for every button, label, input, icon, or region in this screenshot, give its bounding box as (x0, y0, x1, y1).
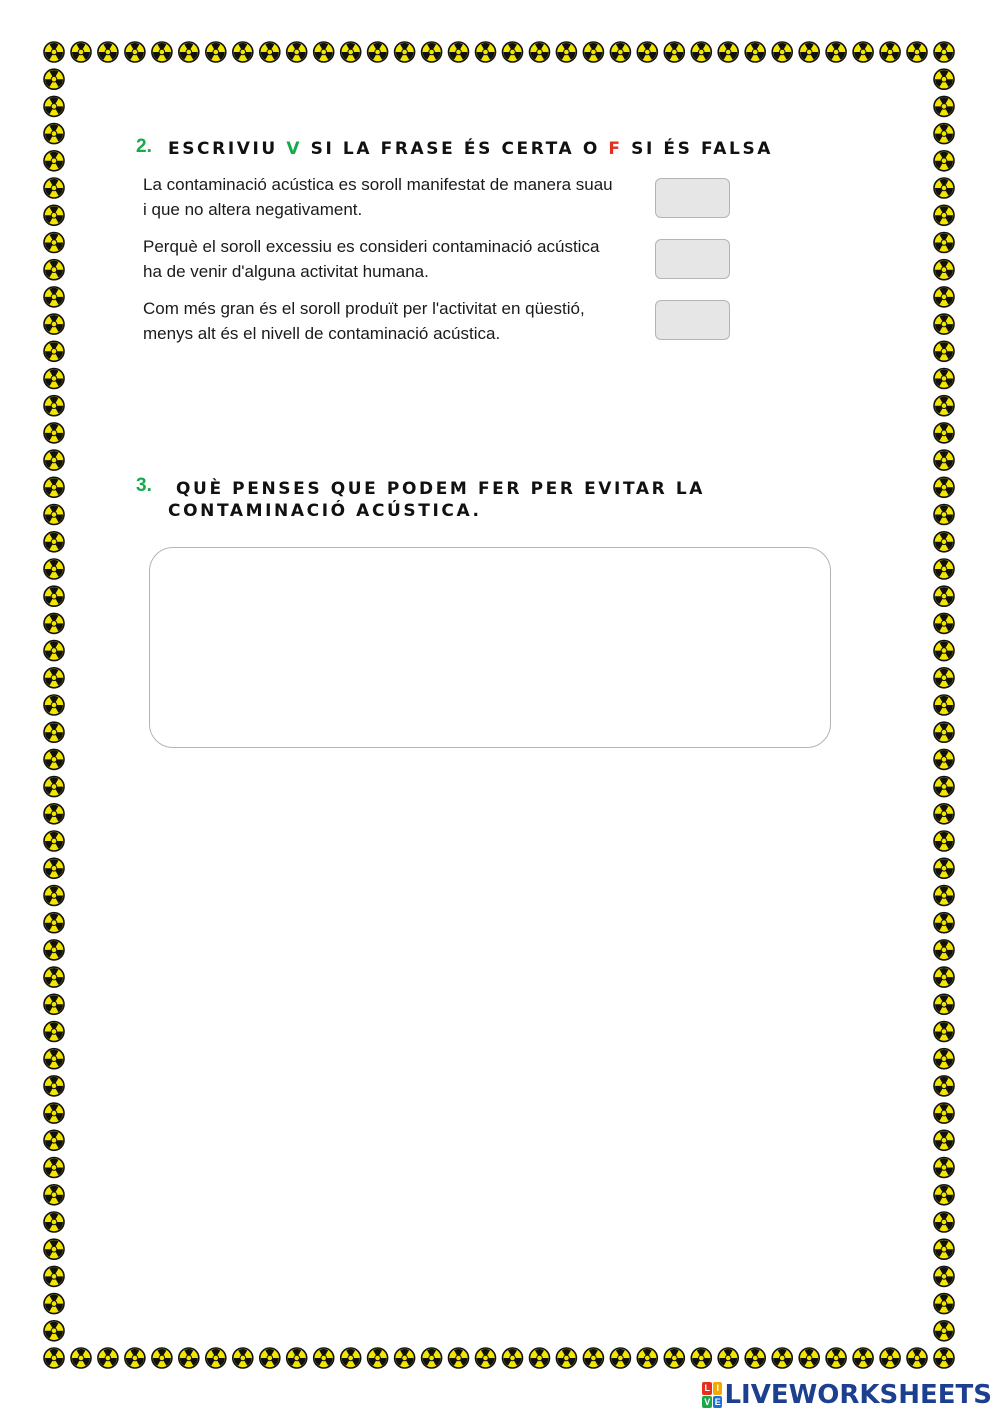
radiation-icon (44, 124, 64, 144)
radiation-icon (44, 205, 64, 225)
radiation-icon (44, 233, 64, 253)
radiation-icon (934, 777, 954, 797)
radiation-icon (503, 42, 523, 62)
radiation-icon (664, 1348, 684, 1368)
radiation-icon (44, 1212, 64, 1232)
statement-line: La contaminació acústica es soroll manifestat de manera suau (143, 175, 613, 194)
radiation-icon (853, 1348, 873, 1368)
radiation-icon (583, 1348, 603, 1368)
radiation-icon (44, 749, 64, 769)
radiation-icon (44, 1348, 64, 1368)
icon-letter: E (714, 1396, 721, 1407)
radiation-icon (583, 42, 603, 62)
radiation-icon (44, 450, 64, 470)
radiation-icon (44, 178, 64, 198)
radiation-icon (44, 641, 64, 661)
radiation-icon (125, 42, 145, 62)
radiation-icon (503, 1348, 523, 1368)
radiation-icon (934, 994, 954, 1014)
radiation-icon (691, 42, 711, 62)
radiation-icon (44, 858, 64, 878)
radiation-icon (44, 1185, 64, 1205)
radiation-icon (206, 1348, 226, 1368)
radiation-icon (934, 341, 954, 361)
radiation-icon (341, 42, 361, 62)
radiation-icon (395, 42, 415, 62)
radiation-icon (934, 287, 954, 307)
radiation-icon (934, 613, 954, 633)
radiation-icon (718, 1348, 738, 1368)
radiation-icon (71, 42, 91, 62)
radiation-icon (934, 1049, 954, 1069)
radiation-icon (152, 1348, 172, 1368)
radiation-icon (934, 450, 954, 470)
radiation-icon (934, 69, 954, 89)
radiation-icon (44, 1266, 64, 1286)
question-2-title (168, 138, 773, 160)
question-3-title (168, 478, 705, 522)
liveworksheets-logo (702, 1378, 992, 1412)
icon-letter: L (704, 1383, 710, 1393)
radiation-icon (934, 1158, 954, 1178)
radiation-icon (826, 1348, 846, 1368)
radiation-icon (556, 1348, 576, 1368)
radiation-icon (44, 369, 64, 389)
title-line: QUÈ PENSES QUE PODEM FER PER EVITAR LA (176, 479, 706, 499)
radiation-icon (44, 559, 64, 579)
radiation-icon (907, 1348, 927, 1368)
statement-line: Perquè el soroll excessiu es consideri contaminació acústica (143, 237, 600, 256)
radiation-icon (44, 586, 64, 606)
radiation-icon (260, 42, 280, 62)
radiation-icon (395, 1348, 415, 1368)
radiation-icon (44, 994, 64, 1014)
radiation-icon (934, 1022, 954, 1042)
icon-letter: I (713, 1382, 723, 1395)
radiation-icon (44, 1239, 64, 1259)
radiation-icon (44, 477, 64, 497)
radiation-icon (368, 1348, 388, 1368)
radiation-icon (934, 260, 954, 280)
statement-3 (143, 296, 653, 346)
radiation-icon (44, 967, 64, 987)
radiation-icon (934, 505, 954, 525)
radiation-icon (934, 1294, 954, 1314)
radiation-icon (125, 1348, 145, 1368)
radiation-icon (44, 1022, 64, 1042)
radiation-icon (934, 42, 954, 62)
radiation-icon (934, 1076, 954, 1096)
radiation-icon (449, 1348, 469, 1368)
radiation-icon (934, 722, 954, 742)
answer-box-1[interactable] (655, 178, 730, 218)
radiation-icon (44, 1130, 64, 1150)
radiation-icon (934, 124, 954, 144)
radiation-icon (691, 1348, 711, 1368)
radiation-icon (934, 641, 954, 661)
radiation-icon (934, 233, 954, 253)
radiation-icon (934, 967, 954, 987)
radiation-icon (610, 1348, 630, 1368)
radiation-icon (314, 42, 334, 62)
radiation-icon (341, 1348, 361, 1368)
statement-line: menys alt és el nivell de contaminació acústica. (143, 324, 501, 343)
radiation-icon (664, 42, 684, 62)
radiation-icon (772, 42, 792, 62)
title-part: SI ÉS FALSA (622, 139, 774, 159)
radiation-icon (152, 42, 172, 62)
radiation-icon (853, 42, 873, 62)
radiation-icon (44, 1076, 64, 1096)
radiation-icon (476, 1348, 496, 1368)
statement-2 (143, 234, 653, 284)
radiation-icon (44, 1321, 64, 1341)
radiation-icon (637, 42, 657, 62)
radiation-icon (44, 1158, 64, 1178)
radiation-icon (934, 886, 954, 906)
radiation-icon (44, 396, 64, 416)
radiation-icon (556, 42, 576, 62)
radiation-icon (934, 559, 954, 579)
radiation-icon (799, 1348, 819, 1368)
radiation-icon (44, 423, 64, 443)
radiation-icon (233, 42, 253, 62)
radiation-icon (44, 613, 64, 633)
radiation-icon (934, 586, 954, 606)
radiation-icon (907, 42, 927, 62)
radiation-icon (772, 1348, 792, 1368)
radiation-icon (44, 804, 64, 824)
radiation-icon (934, 96, 954, 116)
radiation-icon (745, 1348, 765, 1368)
radiation-icon (637, 1348, 657, 1368)
radiation-icon (422, 42, 442, 62)
radiation-icon (179, 1348, 199, 1368)
radiation-icon (98, 1348, 118, 1368)
radiation-icon (44, 1049, 64, 1069)
radiation-icon (745, 42, 765, 62)
radiation-icon (826, 42, 846, 62)
radiation-icon (934, 1103, 954, 1123)
radiation-icon (934, 858, 954, 878)
radiation-icon (44, 913, 64, 933)
radiation-icon (44, 722, 64, 742)
radiation-icon (44, 260, 64, 280)
radiation-icon (530, 42, 550, 62)
radiation-icon (71, 1348, 91, 1368)
radiation-icon (260, 1348, 280, 1368)
radiation-icon (934, 178, 954, 198)
radiation-icon (98, 42, 118, 62)
radiation-icon (44, 532, 64, 552)
radiation-icon (934, 1185, 954, 1205)
radiation-icon (934, 831, 954, 851)
radiation-icon (934, 1321, 954, 1341)
radiation-icon (934, 369, 954, 389)
radiation-icon (934, 695, 954, 715)
question-3-number: 3. (136, 475, 152, 496)
question-2-number: 2. (136, 136, 152, 157)
radiation-icon (530, 1348, 550, 1368)
radiation-icon (44, 96, 64, 116)
radiation-icon (934, 205, 954, 225)
answer-box-2[interactable] (655, 239, 730, 279)
radiation-icon (799, 42, 819, 62)
liveworksheets-icon (702, 1382, 722, 1408)
radiation-icon (44, 42, 64, 62)
radiation-icon (718, 42, 738, 62)
radiation-icon (44, 940, 64, 960)
radiation-icon (44, 831, 64, 851)
radiation-icon (476, 42, 496, 62)
radiation-icon (422, 1348, 442, 1368)
radiation-icon (44, 1103, 64, 1123)
radiation-icon (44, 69, 64, 89)
answer-box-3[interactable] (655, 300, 730, 340)
radiation-icon (934, 668, 954, 688)
radiation-icon (44, 668, 64, 688)
statement-1 (143, 172, 653, 222)
radiation-icon (44, 505, 64, 525)
radiation-icon (880, 1348, 900, 1368)
radiation-icon (934, 1212, 954, 1232)
radiation-icon (934, 396, 954, 416)
statement-line: ha de venir d'alguna activitat humana. (143, 262, 429, 281)
radiation-icon (934, 913, 954, 933)
radiation-icon (934, 940, 954, 960)
icon-letter: V (704, 1396, 711, 1407)
radiation-icon (934, 151, 954, 171)
radiation-icon (934, 749, 954, 769)
radiation-icon (934, 1239, 954, 1259)
radiation-icon (934, 423, 954, 443)
title-part: ESCRIVIU (168, 139, 287, 159)
radiation-icon (287, 42, 307, 62)
radiation-icon (44, 287, 64, 307)
radiation-icon (206, 42, 226, 62)
radiation-icon (287, 1348, 307, 1368)
false-letter: F (608, 139, 623, 159)
title-line: CONTAMINACIÓ ACÚSTICA. (168, 501, 482, 521)
statement-line: Com més gran és el soroll produït per l'activitat en qüestió, (143, 299, 585, 318)
radiation-icon (934, 1348, 954, 1368)
radiation-icon (934, 532, 954, 552)
statement-line: i que no altera negativament. (143, 200, 363, 219)
title-part: SI LA FRASE ÉS CERTA O (302, 139, 609, 159)
logo-text: LIVEWORKSHEETS (724, 1380, 992, 1410)
answer-textarea[interactable] (149, 547, 831, 748)
radiation-icon (880, 42, 900, 62)
radiation-icon (449, 42, 469, 62)
radiation-icon (44, 777, 64, 797)
radiation-icon (934, 1130, 954, 1150)
radiation-icon (314, 1348, 334, 1368)
radiation-icon (368, 42, 388, 62)
radiation-icon (610, 42, 630, 62)
radiation-icon (179, 42, 199, 62)
radiation-icon (934, 1266, 954, 1286)
radiation-icon (934, 477, 954, 497)
true-letter: V (286, 139, 303, 159)
radiation-icon (934, 804, 954, 824)
radiation-icon (44, 1294, 64, 1314)
radiation-icon (44, 695, 64, 715)
radiation-icon (44, 314, 64, 334)
radiation-icon (44, 341, 64, 361)
radiation-icon (934, 314, 954, 334)
radiation-icon (44, 886, 64, 906)
radiation-icon (233, 1348, 253, 1368)
radiation-icon (44, 151, 64, 171)
